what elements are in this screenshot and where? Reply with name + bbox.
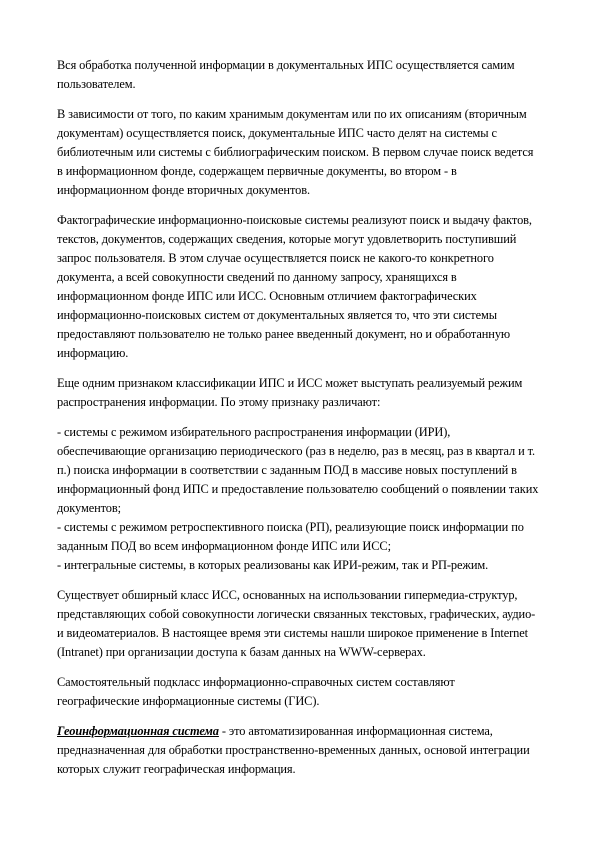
- document-body: [57, 56, 550, 790]
- paragraph-factographic: Фактографические информационно-поисковые системы реализуют поиск и выдачу фактов, текстов, документов, содержащих сведения, которые могут удовлетворить поступивший запрос пользователя. В этом случае осуществляется поиск не какого-то конкретного документа, а всей совокупности сведений по данному запросу, хранящихся в информационном фонде ИПС или ИСС. Основным отличием фактографических информационно-поисковых систем от документальных является то, что эти системы предоставляют пользователю не только ранее введенный документ, но и обработанную информацию.: [57, 213, 532, 360]
- paragraph-gis-subclass: Самостоятельный подкласс информационно-справочных систем составляют географические информационные системы (ГИС).: [57, 675, 455, 708]
- paragraph-processing: Вся обработка полученной информации в документальных ИПС осуществляется самим пользователем.: [57, 58, 515, 91]
- defined-term: Геоинформационная система: [57, 724, 219, 738]
- paragraph-hypermedia: Существует обширный класс ИСС, основанных на использовании гипермедиа-структур, представляющих собой совокупности логически связанных текстовых, графических, аудио- и видеоматериалов. В настоящее время эти системы нашли широкое применение в Internet (Intranet) при организации доступа к базам данных на WWW-серверах.: [57, 588, 536, 659]
- paragraph-system-modes-list: - системы с режимом избирательного распространения информации (ИРИ), обеспечивающие организацию периодического (раз в неделю, раз в месяц, раз в квартал и т. п.) поиска информации в соответствии с заданным ПОД в массиве новых поступлений в информационный фонд ИПС и предоставление пользователю сообщений о появлении таких документов; - системы с режимом ретроспективного поиска (РП), реализующие поиск информации по заданным ПОД во всем информационном фонде ИПС или ИСС; - интегральные системы, в которых реализованы как ИРИ-режим, так и РП-режим.: [57, 425, 539, 572]
- definition-text: - это автоматизированная информационная система, предназначенная для обработки пространственно-временных данных, основой интеграции которых служит географическая информация.: [57, 724, 530, 776]
- paragraph-library-bibliographic: В зависимости от того, по каким хранимым документам или по их описаниям (вторичным документам) осуществляется поиск, документальные ИПС часто делят на системы с библиотечным или системы с библиографическим поиском. В первом случае поиск ведется в информационном фонде, содержащем первичные документы, во втором - в информационном фонде вторичных документов.: [57, 107, 534, 197]
- paragraph-classification: Еще одним признаком классификации ИПС и ИСС может выступать реализуемый режим распространения информации. По этому признаку различают:: [57, 376, 523, 409]
- paragraph-gis-definition: [57, 722, 550, 779]
